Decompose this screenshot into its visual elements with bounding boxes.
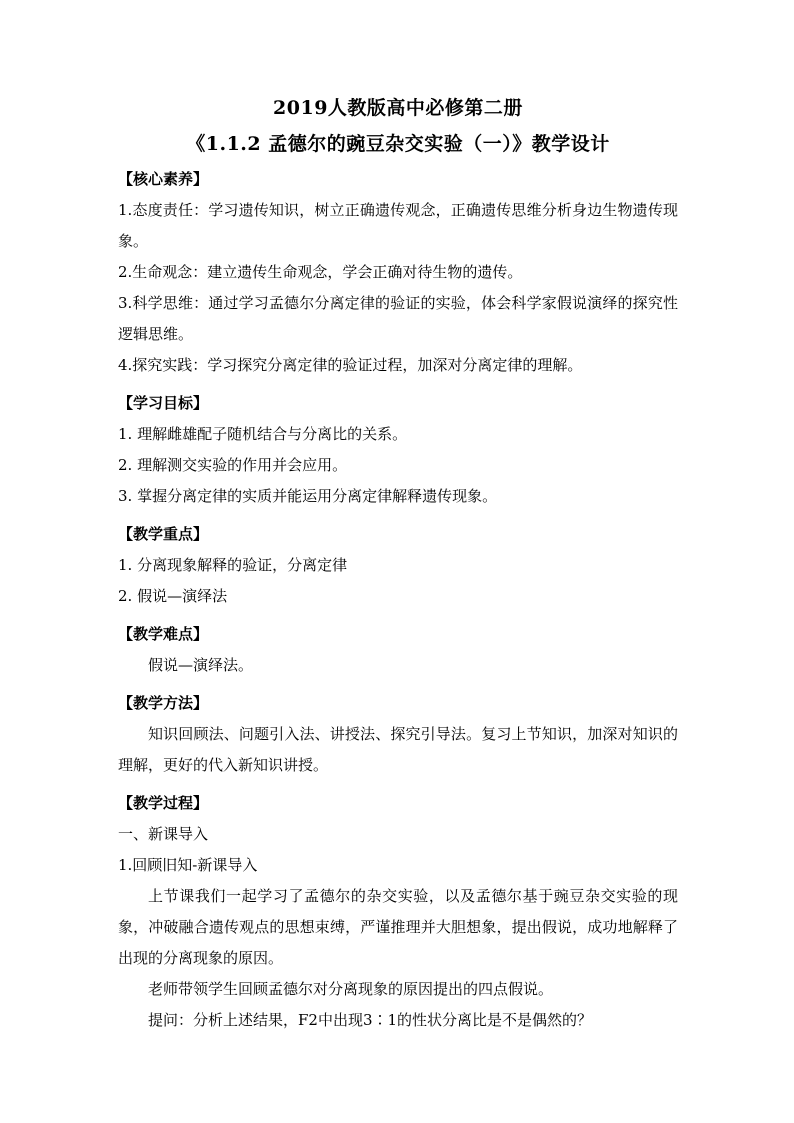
process-paragraph-1: 上节课我们一起学习了孟德尔的杂交实验，以及孟德尔基于豌豆杂交实验的现象，冲破融合遗传观点的思想束缚，严谨推理并大胆想象，提出假说，成功地解释了出现的分离现象的原因。 bbox=[118, 887, 678, 967]
goal-item-2: 2. 理解测交实验的作用并会应用。 bbox=[118, 456, 348, 474]
section-heading-key-points: 【教学重点】 bbox=[118, 525, 209, 543]
core-item-1: 1.态度责任：学习遗传知识，树立正确遗传观念，正确遗传思维分析身边生物遗传现象。 bbox=[118, 201, 678, 250]
document-title-line1: 2019人教版高中必修第二册 bbox=[273, 97, 523, 119]
section-heading-core: 【核心素养】 bbox=[118, 170, 209, 188]
document-content bbox=[118, 95, 678, 1036]
goal-item-3: 3. 掌握分离定律的实质并能运用分离定律解释遗传现象。 bbox=[118, 487, 498, 505]
section-heading-methods: 【教学方法】 bbox=[118, 694, 209, 712]
section-heading-difficulties: 【教学难点】 bbox=[118, 625, 209, 643]
document-title-line2: 《1.1.2 孟德尔的豌豆杂交实验（一）》教学设计 bbox=[186, 133, 610, 155]
core-item-3: 3.科学思维：通过学习孟德尔分离定律的验证的实验，体会科学家假说演绎的探究性逻辑思维。 bbox=[118, 294, 678, 343]
process-paragraph-2: 老师带领学生回顾孟德尔对分离现象的原因提出的四点假说。 bbox=[148, 980, 554, 998]
difficulties-text: 假说—演绎法。 bbox=[148, 656, 254, 674]
section-heading-goals: 【学习目标】 bbox=[118, 394, 209, 412]
core-item-2: 2.生命观念：建立遗传生命观念，学会正确对待生物的遗传。 bbox=[118, 263, 523, 281]
key-point-item-1: 1. 分离现象解释的验证，分离定律 bbox=[118, 556, 348, 574]
section-heading-process: 【教学过程】 bbox=[118, 794, 209, 812]
process-subheading-2: 1.回顾旧知-新课导入 bbox=[118, 856, 258, 874]
goal-item-1: 1. 理解雌雄配子随机结合与分离比的关系。 bbox=[118, 425, 408, 443]
key-point-item-2: 2. 假说—演绎法 bbox=[118, 587, 228, 605]
process-subheading-1: 一、新课导入 bbox=[118, 825, 209, 843]
methods-text: 知识回顾法、问题引入法、讲授法、探究引导法。复习上节知识，加深对知识的理解，更好的代入新知识讲授。 bbox=[118, 725, 678, 774]
process-paragraph-3: 提问：分析上述结果，F2中出现3∶1的性状分离比是不是偶然的？ bbox=[148, 1011, 593, 1029]
core-item-4: 4.探究实践：学习探究分离定律的验证过程，加深对分离定律的理解。 bbox=[118, 356, 583, 374]
